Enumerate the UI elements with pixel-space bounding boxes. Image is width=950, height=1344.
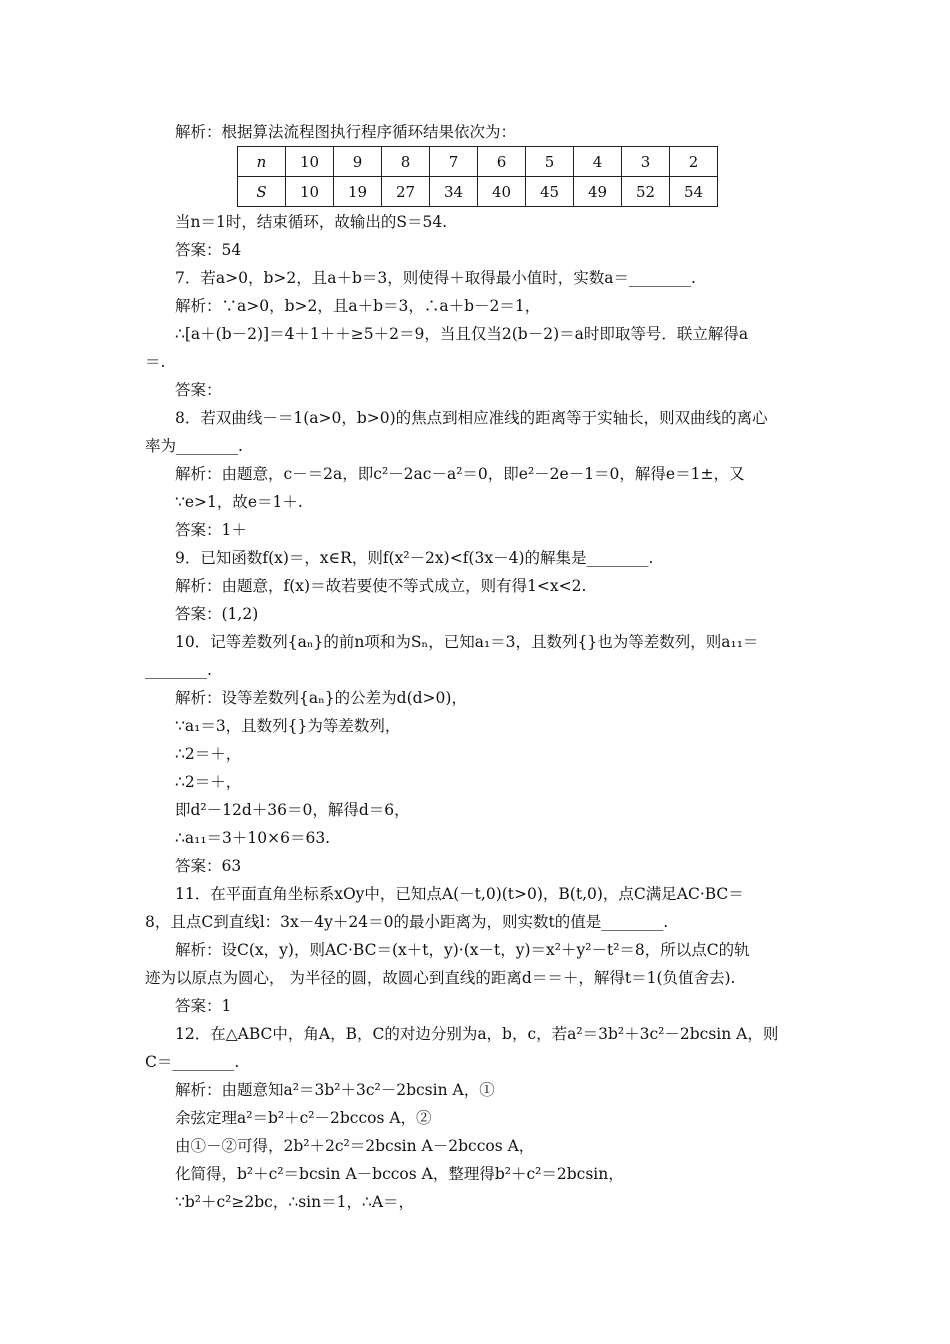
text-line: ∵b²＋c²≥2bc，∴sin＝1，∴A＝， — [175, 1193, 415, 1211]
table-cell: 10 — [286, 147, 334, 177]
table-row — [238, 147, 718, 177]
table-cell: 3 — [622, 147, 670, 177]
loop-result-table — [237, 146, 718, 207]
text-line: 解析：由题意，f(x)＝故若要使不等式成立，则有得1<x<2. — [175, 577, 587, 595]
text-line: C＝________. — [145, 1053, 240, 1071]
table-cell: 52 — [622, 177, 670, 207]
text-line: 答案：54 — [175, 241, 242, 259]
text-line: 余弦定理a²＝b²＋c²－2bccos A，② — [175, 1109, 432, 1127]
text-line: 解析：根据算法流程图执行程序循环结果依次为： — [175, 123, 517, 141]
text-line: 由①－②可得，2b²＋2c²＝2bcsin A－2bccos A， — [175, 1137, 535, 1155]
table-cell: 40 — [478, 177, 526, 207]
table-row — [238, 177, 718, 207]
text-line: 当n＝1时，结束循环，故输出的S＝54. — [175, 213, 448, 231]
text-line: 7．若a>0，b>2，且a＋b＝3，则使得＋取得最小值时，实数a＝________. — [175, 269, 696, 287]
table-cell: 2 — [670, 147, 718, 177]
text-line: 答案：(1,2) — [175, 605, 259, 623]
table-cell: 54 — [670, 177, 718, 207]
text-line: ∴a₁₁＝3＋10×6＝63. — [175, 829, 331, 847]
table-cell: 45 — [526, 177, 574, 207]
text-line: ∴[a＋(b－2)]＝4＋1＋＋≥5＋2＝9，当且仅当2(b－2)＝a时即取等号．联立解得a — [175, 325, 749, 343]
text-line: 9．已知函数f(x)＝，x∈R，则f(x²－2x)<f(3x－4)的解集是________. — [175, 549, 654, 567]
text-line: 8，且点C到直线l：3x－4y＋24＝0的最小距离为，则实数t的值是________. — [145, 913, 669, 931]
text-line: ∴2＝＋， — [175, 745, 242, 763]
text-line: ∵a₁＝3，且数列{}为等差数列， — [175, 717, 401, 735]
table-cell: 8 — [382, 147, 430, 177]
text-line: 解析：设C(x，y)，则AC·BC＝(x＋t，y)·(x－t，y)＝x²＋y²－t²＝8，所以点C的轨 — [175, 941, 750, 959]
text-line: 解析：由题意，c－＝2a，即c²－2ac－a²＝0，即e²－2e－1＝0，解得e＝1±，又 — [175, 465, 745, 483]
text-line: 迹为以原点为圆心， 为半径的圆，故圆心到直线的距离d＝＝＋，解得t＝1(负值舍去). — [145, 969, 736, 987]
table-cell: 9 — [334, 147, 382, 177]
table-cell: 7 — [430, 147, 478, 177]
text-line: 答案：1 — [175, 997, 232, 1015]
text-line: 11．在平面直角坐标系xOy中，已知点A(－t,0)(t>0)，B(t,0)，点C满足AC·BC＝ — [175, 885, 744, 903]
text-line: 解析：设等差数列{aₙ}的公差为d(d>0)， — [175, 689, 467, 707]
text-line: 答案：63 — [175, 857, 242, 875]
text-line: ＝. — [145, 353, 166, 371]
text-line: 化简得，b²＋c²＝bcsin A－bccos A，整理得b²＋c²＝2bcsin， — [175, 1165, 624, 1183]
table-cell: 4 — [574, 147, 622, 177]
table-cell: 34 — [430, 177, 478, 207]
table-cell: 6 — [478, 147, 526, 177]
text-line: 率为________. — [145, 437, 243, 455]
text-line: 10．记等差数列{aₙ}的前n项和为Sₙ，已知a₁＝3，且数列{}也为等差数列，则a₁₁＝ — [175, 633, 759, 651]
text-line: 即d²－12d＋36＝0，解得d＝6， — [175, 801, 410, 819]
text-line: ________. — [145, 661, 212, 679]
text-line: ∵e>1，故e＝1＋. — [175, 493, 303, 511]
table-cell: 19 — [334, 177, 382, 207]
table-cell: 49 — [574, 177, 622, 207]
text-line: 12．在△ABC中，角A，B，C的对边分别为a，b，c，若a²＝3b²＋3c²－2bcsin A，则 — [175, 1025, 779, 1043]
table-cell: 5 — [526, 147, 574, 177]
text-line: ∴2＝＋， — [175, 773, 242, 791]
text-line: 8．若双曲线－＝1(a>0，b>0)的焦点到相应准线的距离等于实轴长，则双曲线的离心 — [175, 409, 768, 427]
table-row-header: S — [238, 177, 286, 207]
text-line: 答案：1＋ — [175, 521, 247, 539]
text-line: 答案： — [175, 381, 222, 399]
table-cell: 27 — [382, 177, 430, 207]
table-cell: 10 — [286, 177, 334, 207]
table-row-header: n — [238, 147, 286, 177]
text-line: 解析：∵a>0，b>2，且a＋b＝3，∴a＋b－2＝1， — [175, 297, 541, 315]
text-line: 解析：由题意知a²＝3b²＋3c²－2bcsin A，① — [175, 1081, 495, 1099]
